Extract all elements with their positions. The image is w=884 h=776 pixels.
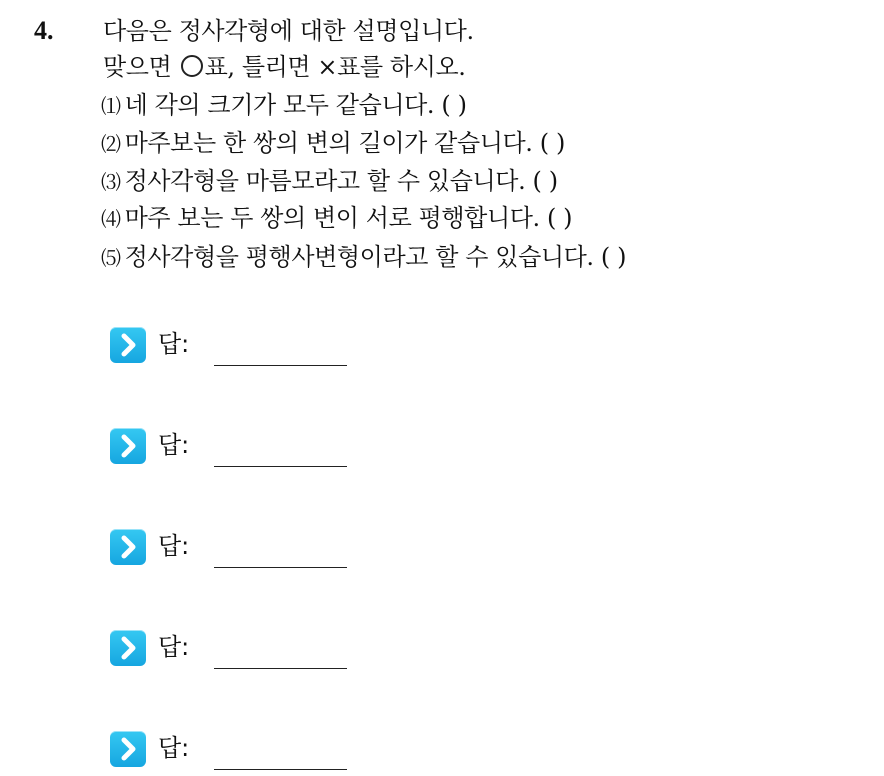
answer-label: 답: <box>158 734 190 762</box>
answer-blank[interactable] <box>214 769 347 770</box>
statement-text: 마주보는 한 쌍의 변의 길이가 같습니다. ( ) <box>124 129 565 157</box>
statement-marker: ⑴ <box>101 94 121 118</box>
chevron-right-icon <box>110 327 146 363</box>
statement-marker: ⑶ <box>101 170 121 194</box>
answer-label: 답: <box>158 633 190 661</box>
chevron-right-icon <box>110 731 146 767</box>
question-number: 4. <box>34 16 54 45</box>
statement-item <box>101 164 558 199</box>
statement-text: 정사각형을 마름모라고 할 수 있습니다. ( ) <box>124 167 558 195</box>
answer-row <box>110 731 360 771</box>
statement-marker: ⑸ <box>101 246 121 270</box>
statement-item <box>101 240 626 275</box>
answer-label: 답: <box>158 431 190 459</box>
chevron-right-icon <box>110 428 146 464</box>
answer-label: 답: <box>158 330 190 358</box>
question-prompt: 다음은 정사각형에 대한 설명입니다. <box>103 17 474 45</box>
answer-row <box>110 428 360 468</box>
chevron-right-icon <box>110 529 146 565</box>
answer-blank[interactable] <box>214 466 347 467</box>
instruction-text-start: 맞으면 <box>103 53 172 81</box>
answer-blank[interactable] <box>214 365 347 366</box>
statement-item <box>101 126 565 161</box>
statement-item <box>101 88 467 123</box>
answer-row <box>110 327 360 367</box>
statement-text: 정사각형을 평행사변형이라고 할 수 있습니다. ( ) <box>124 243 627 271</box>
instruction-text-end: 표, 틀리면 ×표를 하시오. <box>204 53 466 81</box>
statement-text: 마주 보는 두 쌍의 변이 서로 평행합니다. ( ) <box>124 204 573 232</box>
answer-row <box>110 630 360 670</box>
statement-marker: ⑷ <box>101 207 121 231</box>
answer-label: 답: <box>158 532 190 560</box>
statement-item <box>101 201 572 236</box>
answer-blank[interactable] <box>214 567 347 568</box>
answer-row <box>110 529 360 569</box>
statement-marker: ⑵ <box>101 132 121 156</box>
circle-mark-icon <box>181 55 203 77</box>
question-instruction <box>103 50 466 84</box>
answer-blank[interactable] <box>214 668 347 669</box>
chevron-right-icon <box>110 630 146 666</box>
statement-text: 네 각의 크기가 모두 같습니다. ( ) <box>124 91 467 119</box>
